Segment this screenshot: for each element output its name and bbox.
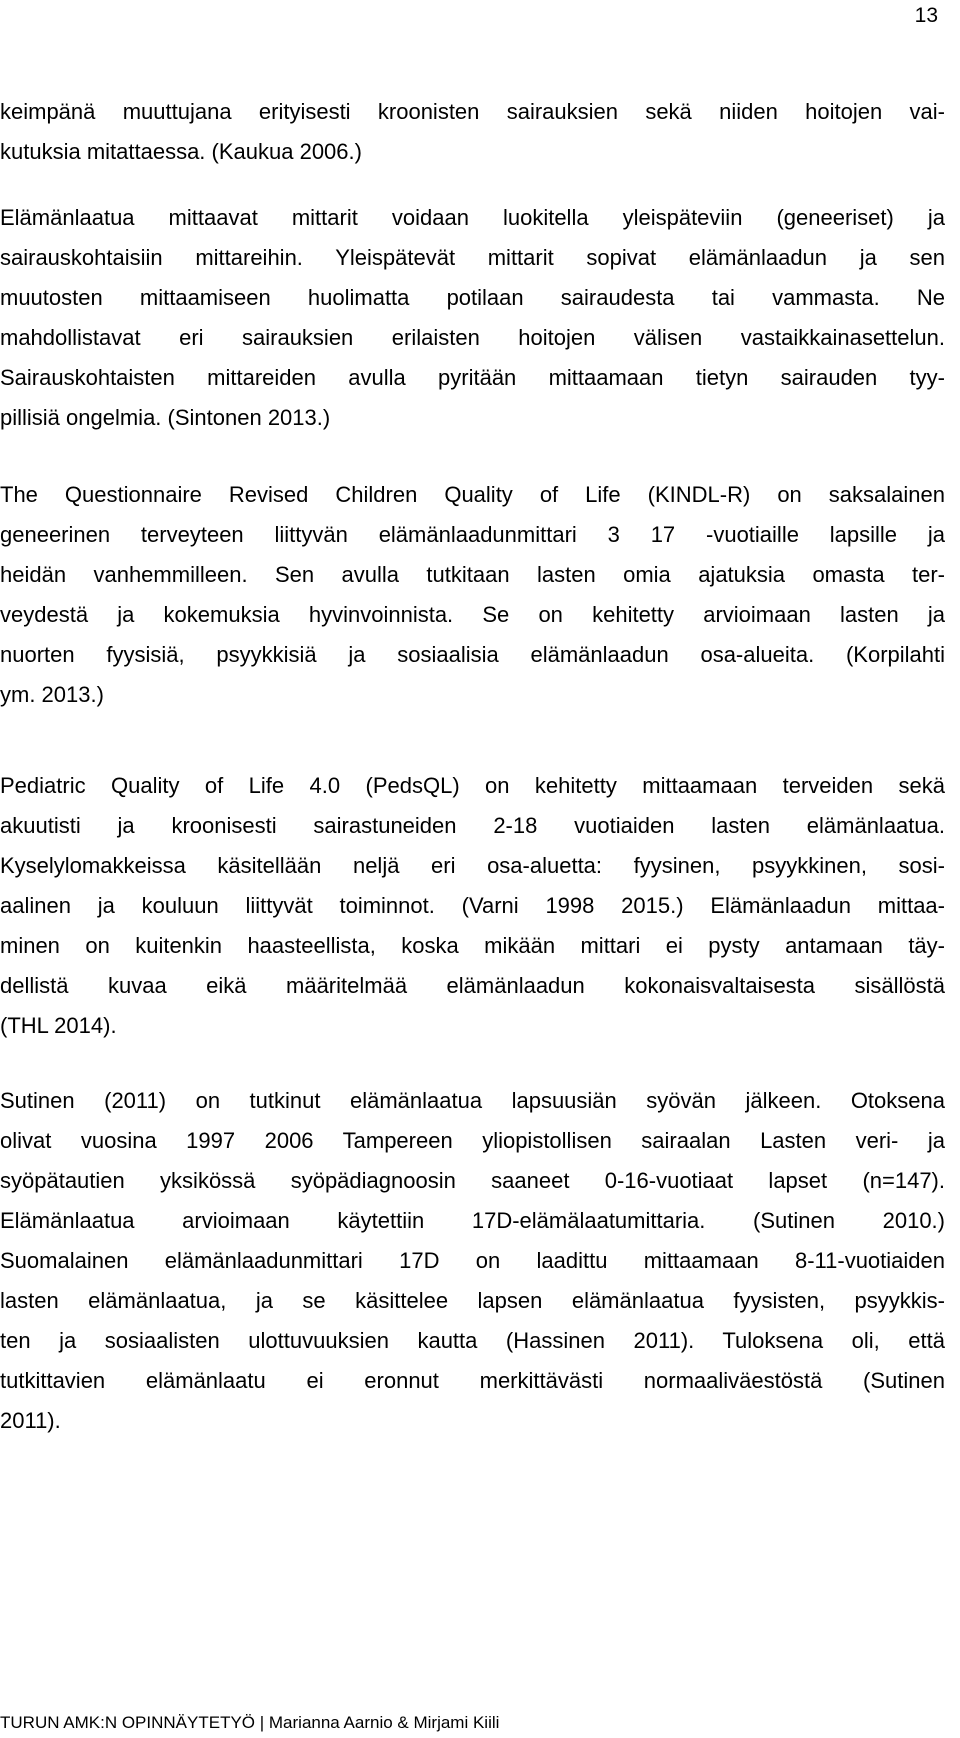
page-number: 13 (914, 4, 938, 27)
paragraph-1 (0, 92, 945, 172)
text-line: minen on kuitenkin haasteellista, koska mikään mittari ei pysty antamaan täy- (0, 933, 945, 958)
text-line: Kyselylomakkeissa käsitellään neljä eri osa-aluetta: fyysinen, psyykkinen, sosi- (0, 853, 945, 878)
text-line: keimpänä muuttujana erityisesti kroonisten sairauksien sekä niiden hoitojen vai- (0, 99, 945, 124)
text-line: heidän vanhemmilleen. Sen avulla tutkitaan lasten omia ajatuksia omasta ter- (0, 562, 945, 587)
text-line: Sutinen (2011) on tutkinut elämänlaatua lapsuusiän syövän jälkeen. Otoksena (0, 1088, 945, 1113)
paragraph-5 (0, 1081, 945, 1441)
text-line: mahdollistavat eri sairauksien erilaisten hoitojen välisen vastaikkainasettelun. (0, 325, 945, 350)
text-line: Pediatric Quality of Life 4.0 (PedsQL) on kehitetty mittaamaan terveiden sekä (0, 773, 945, 798)
text-line: Sairauskohtaisten mittareiden avulla pyritään mittaamaan tietyn sairauden tyy- (0, 365, 945, 390)
text-line: Elämänlaatua mittaavat mittarit voidaan luokitella yleispäteviin (geneeriset) ja (0, 205, 945, 230)
text-line: veydestä ja kokemuksia hyvinvoinnista. Se on kehitetty arvioimaan lasten ja (0, 602, 945, 627)
text-line: akuutisti ja kroonisesti sairastuneiden 2-18 vuotiaiden lasten elämänlaatua. (0, 813, 945, 838)
text-line: ten ja sosiaalisten ulottuvuuksien kautta (Hassinen 2011). Tuloksena oli, että (0, 1328, 945, 1353)
text-line: geneerinen terveyteen liittyvän elämänlaadunmittari 3 17 -vuotiaille lapsille ja (0, 522, 945, 547)
text-line: tutkittavien elämänlaatu ei eronnut merkittävästi normaaliväestöstä (Sutinen (0, 1368, 945, 1393)
text-line: olivat vuosina 1997 2006 Tampereen yliopistollisen sairaalan Lasten veri- ja (0, 1128, 945, 1153)
text-line: nuorten fyysisiä, psyykkisiä ja sosiaalisia elämänlaadun osa-alueita. (Korpilahti (0, 642, 945, 667)
text-line: 2011). (0, 1408, 61, 1433)
text-line: dellistä kuvaa eikä määritelmää elämänlaadun kokonaisvaltaisesta sisällöstä (0, 973, 945, 998)
text-line: syöpätautien yksikössä syöpädiagnoosin saaneet 0-16-vuotiaat lapset (n=147). (0, 1168, 945, 1193)
text-line: Suomalainen elämänlaadunmittari 17D on laadittu mittaamaan 8-11-vuotiaiden (0, 1248, 945, 1273)
text-line: aalinen ja kouluun liittyvät toiminnot. (Varni 1998 2015.) Elämänlaadun mittaa- (0, 893, 945, 918)
text-line: Elämänlaatua arvioimaan käytettiin 17D-elämälaatumittaria. (Sutinen 2010.) (0, 1208, 945, 1233)
text-line: sairauskohtaisiin mittareihin. Yleispätevät mittarit sopivat elämänlaadun ja sen (0, 245, 945, 270)
text-line: lasten elämänlaatua, ja se käsittelee lapsen elämänlaatua fyysisten, psyykkis- (0, 1288, 945, 1313)
text-line: (THL 2014). (0, 1013, 117, 1038)
paragraph-3 (0, 475, 945, 715)
text-line: ym. 2013.) (0, 682, 104, 707)
text-line: kutuksia mitattaessa. (Kaukua 2006.) (0, 139, 362, 164)
paragraph-2 (0, 198, 945, 438)
text-line: muutosten mittaamiseen huolimatta potilaan sairaudesta tai vammasta. Ne (0, 285, 945, 310)
text-line: pillisiä ongelmia. (Sintonen 2013.) (0, 405, 331, 430)
paragraph-4 (0, 766, 945, 1046)
page-footer: TURUN AMK:N OPINNÄYTETYÖ | Marianna Aarnio & Mirjami Kiili (0, 1713, 500, 1732)
text-line: The Questionnaire Revised Children Quality of Life (KINDL-R) on saksalainen (0, 482, 945, 507)
